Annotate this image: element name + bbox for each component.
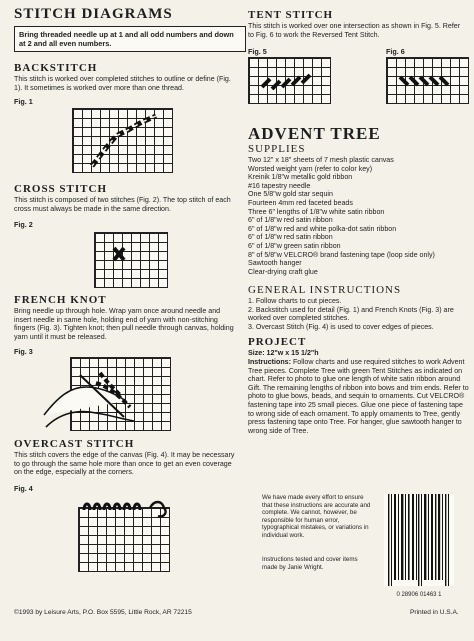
barcode-digits: 0 28906 01463 1 bbox=[396, 592, 442, 598]
french-knot-text: Bring needle up through hole. Wrap yarn once around needle and insert needle in same hole, holding end of yarn with non-stitching fingers (Fig. 3). Tighten knot; then pull needle through canvas, holding yarn until it must be released. bbox=[14, 307, 234, 341]
supply-item: 6" of 1/8"w red satin ribbon bbox=[248, 233, 333, 242]
fig4-label: Fig. 4 bbox=[14, 484, 33, 493]
general-instruction-item: 1. Follow charts to cut pieces. bbox=[248, 297, 342, 305]
overcast-stitch-text: This stitch covers the edge of the canvas (Fig. 4). It may be necessary to go through the same hole more than once to get an even coverage on the edge, especially at the corners. bbox=[14, 451, 235, 477]
supply-item: One 5/8"w gold star sequin bbox=[248, 190, 333, 199]
stitch-intro-box: Bring threaded needle up at 1 and all odd numbers and down at 2 and all even numbers. bbox=[14, 26, 246, 52]
barcode bbox=[384, 494, 454, 598]
general-instructions-list bbox=[248, 297, 470, 331]
fig6-label: Fig. 6 bbox=[386, 47, 405, 56]
general-instructions-heading: GENERAL INSTRUCTIONS bbox=[248, 284, 402, 296]
supplies-heading: SUPPLIES bbox=[248, 143, 306, 155]
fig5-label: Fig. 5 bbox=[248, 47, 267, 56]
french-knot-diagram bbox=[40, 357, 172, 433]
supply-item: Sawtooth hanger bbox=[248, 259, 302, 268]
supply-item: 6" of 1/8"w red and white polka-dot satin ribbon bbox=[248, 224, 397, 233]
supply-item: 8" of 5/8"w VELCRO® brand fastening tape (loop side only) bbox=[248, 250, 435, 259]
overcast-stitch-title: OVERCAST STITCH bbox=[14, 438, 135, 450]
supply-item: 6" of 1/8"w green satin ribbon bbox=[248, 241, 341, 250]
french-knot-title: FRENCH KNOT bbox=[14, 294, 107, 306]
supply-item: 6" of 1/8"w red satin ribbon bbox=[248, 216, 333, 225]
supply-item: Two 12" x 18" sheets of 7 mesh plastic canvas bbox=[248, 156, 394, 164]
tent-stitch-diagram bbox=[248, 57, 330, 103]
reversed-tent-diagram bbox=[386, 57, 468, 103]
general-instruction-item: 3. Overcast Stitch (Fig. 4) is used to cover edges of pieces. bbox=[248, 322, 434, 331]
backstitch-diagram bbox=[72, 108, 172, 172]
instructions-text: Follow charts and use required stitches to work Advent Tree pieces. Complete Tree with green Tent Stitches as indicated on chart. Refer to photo to glue one length of white satin ribbon around Gift. The remaining lengths of ribbon into bows and trim ends. Refer to photo to glue bows, beads, and sequin to ornaments. Cut VELCRO® fastening tape into 25 small pieces. Glue one piece of fastening tape to wrong side of each ornament. To apply ornaments to Tree, gently press fastening tape onto Tree. For hanger, glue sawtooth hanger to wrong side of Tree. bbox=[248, 358, 469, 435]
advent-tree-title: ADVENT TREE bbox=[248, 124, 381, 143]
footer-copyright: ©1993 by Leisure Arts, P.O. Box 5595, Little Rock, AR 72215 bbox=[14, 609, 192, 616]
supply-item: Fourteen 4mm red faceted beads bbox=[248, 198, 353, 207]
supply-item: Clear-drying craft glue bbox=[248, 267, 318, 276]
general-instruction-item: 2. Backstitch used for detail (Fig. 1) and French Knots (Fig. 3) are worked over completed stitches. bbox=[248, 305, 454, 323]
fig2-label: Fig. 2 bbox=[14, 220, 33, 229]
supply-item: Worsted weight yarn (refer to color key) bbox=[248, 164, 373, 173]
supply-item: Kreinik 1/8"w metallic gold ribbon bbox=[248, 173, 353, 182]
cross-stitch-diagram bbox=[94, 232, 168, 288]
credits-text: Instructions tested and cover items made by Janie Wright. bbox=[262, 556, 358, 571]
project-heading: PROJECT bbox=[248, 336, 307, 348]
overcast-diagram bbox=[78, 496, 178, 526]
supply-item: #16 tapestry needle bbox=[248, 181, 311, 190]
cross-stitch-text: This stitch is composed of two stitches (Fig. 2). The top stitch of each cross must always be made in the same direction. bbox=[14, 196, 231, 213]
stitch-diagrams-title: STITCH DIAGRAMS bbox=[14, 6, 173, 22]
footer-printed: Printed in U.S.A. bbox=[410, 609, 459, 616]
disclaimer-text: We have made every effort to ensure that these instructions are accurate and complete. We cannot, however, be responsible for human error, typographical mistakes, or variations in individual work. bbox=[262, 494, 371, 539]
instructions-label: Instructions: bbox=[248, 358, 291, 366]
fig3-label: Fig. 3 bbox=[14, 347, 33, 356]
backstitch-text: This stitch is worked over completed stitches to outline or define (Fig. 1). It sometimes is worked over more than one thread. bbox=[14, 75, 231, 92]
supply-item: Three 6" lengths of 1/8"w white satin ribbon bbox=[248, 207, 385, 216]
barcode-bars bbox=[384, 494, 454, 586]
tent-stitch-text: This stitch is worked over one intersection as shown in Fig. 5. Refer to Fig. 6 to work the Reversed Tent Stitch. bbox=[248, 22, 461, 39]
tent-stitch-title: TENT STITCH bbox=[248, 9, 334, 21]
supplies-list bbox=[248, 156, 470, 276]
project-instructions bbox=[248, 358, 470, 435]
backstitch-title: BACKSTITCH bbox=[14, 62, 98, 74]
cross-stitch-title: CROSS STITCH bbox=[14, 183, 108, 195]
project-size: Size: 12"w x 15 1/2"h bbox=[248, 349, 319, 357]
fig1-label: Fig. 1 bbox=[14, 97, 33, 106]
